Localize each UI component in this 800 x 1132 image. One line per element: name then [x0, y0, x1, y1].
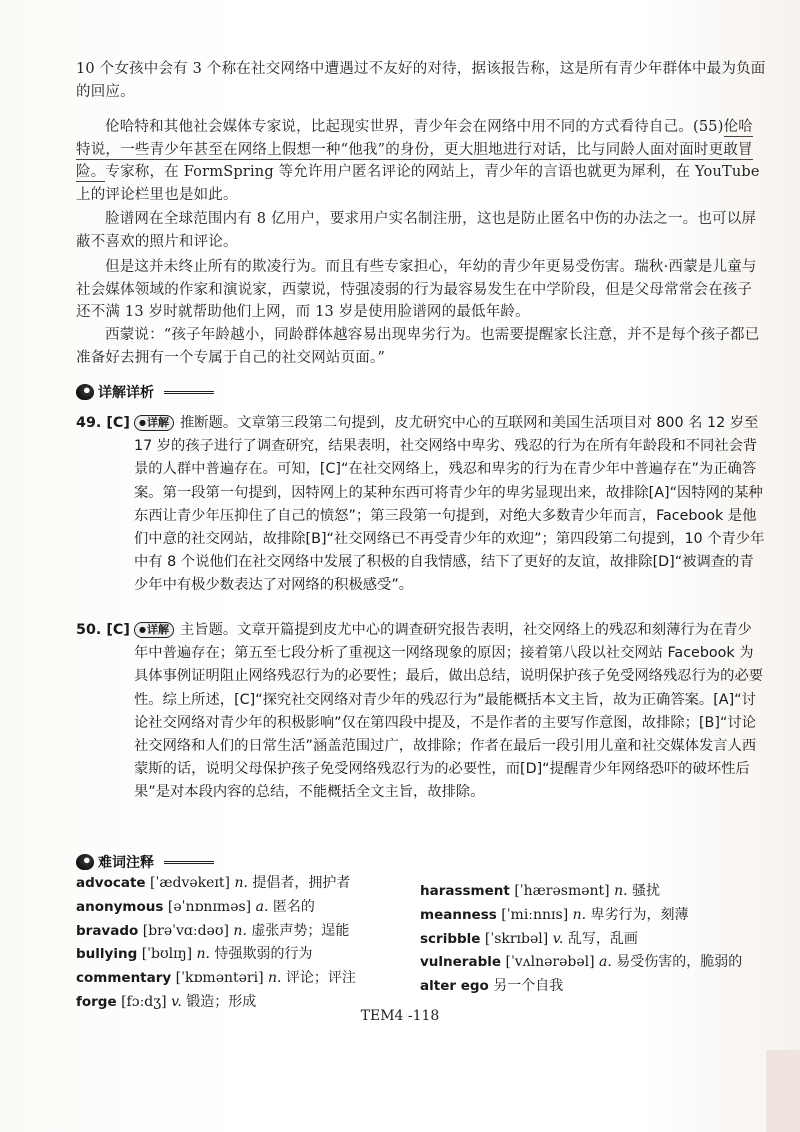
page-edge-shadow: [766, 1050, 800, 1132]
tag-dot-icon: ●: [139, 418, 146, 427]
tag-dot-icon: ●: [139, 625, 146, 634]
vocab-entry: bullying [ˈbʊlɪŋ] n. 恃强欺弱的行为: [76, 946, 313, 963]
detail-tag: ●详解: [134, 622, 174, 638]
paragraph-text: 西蒙说：“孩子年龄越小，同龄群体越容易出现卑劣行为。也需要提醒家长注意，并不是每个孩子都已准备好去拥有一个专属于自己的社交网站页面。”: [76, 327, 760, 366]
section-header-vocab: [76, 852, 214, 872]
vocab-entry: commentary [ˈkɒməntəri] n. 评论；评注: [76, 970, 356, 987]
vocab-entry: meanness [ˈmiːnnɪs] n. 卑劣行为，刻薄: [420, 906, 689, 923]
section-title: 难词注释: [98, 855, 154, 871]
vocab-entry: scribble [ˈskrɪbəl] v. 乱写，乱画: [420, 930, 638, 947]
answer-number: 50. [C]: [76, 622, 130, 638]
passage-paragraph-4: [76, 256, 766, 324]
answer-choice: [C]: [106, 622, 130, 638]
answer-block-50: [76, 619, 766, 805]
paragraph-text: 但是这并未终止所有的欺凌行为。而且有些专家担心，年幼的青少年更易受伤害。瑞秋·西蒙是儿童与社会媒体领域的作家和演说家，西蒙说，恃强凌弱的行为最容易发生在中学阶段，但是父母常常会在孩子还不满 13 岁时就帮助他们上网，而 13 岁是使用脸谱网的最低年龄。: [76, 259, 757, 320]
answer-explanation: [134, 619, 766, 805]
section-header-analysis: [76, 382, 214, 402]
passage-paragraph-5: [76, 324, 766, 369]
divider: [164, 391, 214, 394]
vocab-entry: anonymous [əˈnɒnɪməs] a. 匿名的: [76, 898, 315, 915]
answer-number: 49. [C]: [76, 415, 130, 431]
section-badge-icon: [76, 384, 94, 400]
vocab-entry: harassment [ˈhærəsmənt] n. 骚扰: [420, 883, 661, 899]
vocab-list-right: [420, 880, 780, 999]
answer-explanation: [134, 412, 766, 598]
page-number: TEM4 -118: [360, 1008, 440, 1024]
vocab-entry: alter ego 另一个自我: [420, 978, 564, 995]
answer-block-49: [76, 412, 766, 598]
explanation-text: 主旨题。文章开篇提到皮尤中心的调查研究报告表明，社交网络上的残忍和刻薄行为在青少年中普遍存在；第五至七段分析了重视这一网络现象的原因；接着第八段以社交网站 Facebook 为具体事例证明阻止网络残忍行为的必要性；最后，做出总结，说明保护孩子免受网络残忍行为的必要性。综上所述，[C]“探究社交网络对青少年的残忍行为”最能概括本文主旨，故为正确答案。[A]“讨论社交网络对青少年的积极影响”仅在第四段中提及，不是作者的主要写作意图，故排除；[B]“讨论社交网络和人们的日常生活”涵盖范围过广，故排除；作者在最后一段引用儿童和社交媒体发言人西蒙斯的话，说明父母保护孩子免受网络残忍行为的必要性，而[D]“提醒青少年网络恐吓的破坏性后果”是对本段内容的总结，不能概括全文主旨，故排除。: [134, 622, 764, 801]
section-badge-icon: [76, 854, 94, 870]
passage-paragraph-2: [76, 116, 766, 206]
section-title: 详解详析: [98, 385, 154, 401]
passage-paragraph-3: [76, 208, 766, 253]
passage-paragraph-1: [76, 58, 766, 103]
paragraph-text: 专家称，在 FormSpring 等允许用户匿名评论的网站上，青少年的言语也就更为犀利，在 YouTube 上的评论栏里也是如此。: [76, 164, 760, 203]
underlined-sentence: 伦哈特说，一些青少年甚至在网络上假想一种“他我”的身份，更大胆地进行对话，比与同龄人面对面时更敢冒险。: [76, 119, 753, 180]
detail-tag: ●详解: [134, 415, 174, 431]
divider: [164, 861, 214, 864]
vocab-entry: advocate [ˈædvəkeɪt] n. 提倡者，拥护者: [76, 875, 351, 891]
vocab-entry: forge [fɔːdʒ] v. 锻造；形成: [76, 993, 257, 1010]
paragraph-text: 脸谱网在全球范围内有 8 亿用户，要求用户实名制注册，这也是防止匿名中伤的办法之一。也可以屏蔽不喜欢的照片和评论。: [76, 211, 757, 250]
vocab-list-left: [76, 872, 416, 1015]
vocab-entry: bravado [brəˈvɑːdəʊ] n. 虚张声势；逞能: [76, 922, 350, 939]
paragraph-text: 伦哈特和其他社会媒体专家说，比起现实世界，青少年会在网络中用不同的方式看待自己。(55): [105, 119, 724, 135]
answer-choice: [C]: [106, 415, 130, 431]
vocab-entry: vulnerable [ˈvʌlnərəbəl] a. 易受伤害的，脆弱的: [420, 954, 743, 971]
paragraph-text: 10 个女孩中会有 3 个称在社交网络中遭遇过不友好的对待，据该报告称，这是所有青少年群体中最为负面的回应。: [76, 61, 766, 100]
explanation-text: 推断题。文章第三段第二句提到，皮尤研究中心的互联网和美国生活项目对 800 名 12 岁至 17 岁的孩子进行了调查研究，结果表明，社交网络中卑劣、残忍的行为在所有年龄段和不同社会背景的人群中普遍存在。可知，[C]“在社交网络上，残忍和卑劣的行为在青少年中普遍存在”为正确答案。第一段第一句提到，因特网上的某种东西可将青少年的卑劣显现出来，故排除[A]“因特网的某种东西让青少年压抑住了自己的愤怒”；第三段第一句提到，对绝大多数青少年而言，Facebook 是他们中意的社交网站，故排除[B]“社交网络已不再受青少年的欢迎”；第四段第二句提到，10 个青少年中有 8 个说他们在社交网络中发展了积极的自我情感，结下了更好的友谊，故排除[D]“被调查的青少年中有极少数表达了对网络的积极感受”。: [134, 415, 765, 594]
